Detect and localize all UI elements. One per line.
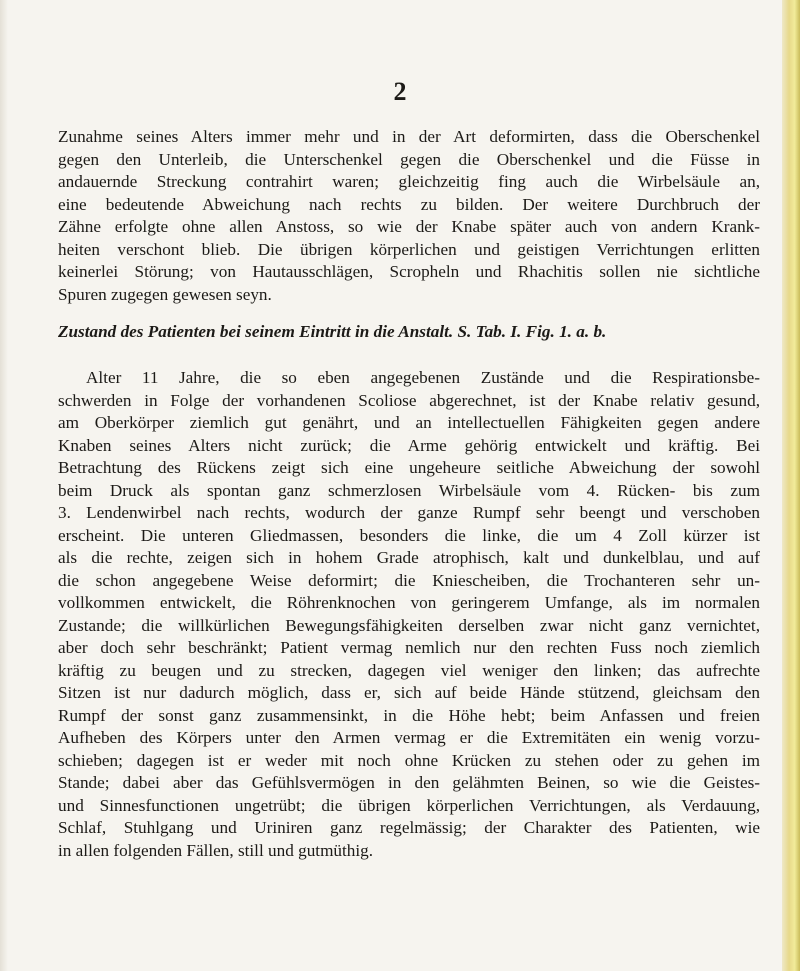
page-number: 2 — [393, 77, 407, 106]
text-line: Rumpf der sonst ganz zusammensinkt, in die Höhe hebt; beim Anfassen und freien — [58, 705, 760, 725]
paragraph-1 — [58, 126, 760, 306]
text-line: keinerlei Störung; von Hautausschlägen, Scropheln und Rhachitis sollen nie sichtliche — [58, 262, 760, 281]
paragraph-2 — [58, 367, 760, 862]
text-line: schwerden in Folge der vorhandenen Scoliose abgerechnet, ist der Knabe relativ gesund, — [58, 390, 760, 410]
section-heading: Zustand des Patienten bei seinem Eintritt in die Anstalt. S. Tab. I. Fig. 1. a. b. — [58, 322, 607, 341]
text-line: erscheint. Die unteren Gliedmassen, besonders die linke, die um 4 Zoll kürzer ist — [58, 525, 760, 545]
text-line: kräftig zu beugen und zu strecken, dagegen viel weniger den linken; das aufrechte — [58, 660, 760, 680]
text-line: Zunahme seines Alters immer mehr und in der Art deformirten, dass die Oberschenkel — [58, 127, 760, 146]
text-line: in allen folgenden Fällen, still und gutmüthig. — [58, 840, 374, 860]
text-line: schieben; dagegen ist er weder mit noch ohne Krücken zu stehen oder zu gehen im — [58, 750, 760, 770]
text-line: 3. Lendenwirbel nach rechts, wodurch der ganze Rumpf sehr beengt und verschoben — [58, 503, 760, 522]
text-line: am Oberkörper ziemlich gut genährt, und an intellectuellen Fähigkeiten gegen andere — [58, 413, 760, 432]
text-line: als die rechte, zeigen sich in hohem Grade atrophisch, kalt und dunkelblau, und auf — [58, 548, 760, 567]
text-line: Spuren zugegen gewesen seyn. — [58, 284, 272, 304]
text-line: Zustande; die willkürlichen Bewegungsfähigkeiten derselben zwar nicht ganz vernichtet, — [58, 615, 760, 635]
text-line: Stande; dabei aber das Gefühlsvermögen in den gelähmten Beinen, so wie die Geistes- — [58, 773, 760, 792]
text-line: Aufheben des Körpers unter den Armen vermag er die Extremitäten ein wenig vorzu- — [58, 728, 760, 747]
text-line: aber doch sehr beschränkt; Patient vermag nemlich nur den rechten Fuss noch ziemlich — [58, 638, 760, 657]
text-line: andauernde Streckung contrahirt waren; gleichzeitig fing auch die Wirbelsäule an, — [58, 172, 760, 191]
text-line: gegen den Unterleib, die Unterschenkel gegen die Oberschenkel und die Füsse in — [58, 149, 760, 169]
text-line: Alter 11 Jahre, die so eben angegebenen Zustände und die Respirationsbe- — [86, 368, 760, 387]
text-line: Sitzen ist nur dadurch möglich, dass er, sich auf beide Hände stützend, gleichsam den — [58, 683, 760, 702]
page-gutter-shadow — [0, 0, 8, 971]
text-line: beim Druck als spontan ganz schmerzlosen Wirbelsäule vom 4. Rücken- bis zum — [58, 480, 760, 500]
text-line: Zähne erfolgte ohne allen Anstoss, so wie der Knabe später auch von andern Krank- — [58, 217, 760, 236]
text-line: Schlaf, Stuhlgang und Uriniren ganz regelmässig; der Charakter des Patienten, wie — [58, 818, 760, 837]
page-edge — [782, 0, 800, 971]
text-line: die schon angegebene Weise deformirt; die Kniescheiben, die Trochanteren sehr un- — [58, 570, 760, 590]
text-line: Knaben seines Alters nicht zurück; die Arme gehörig entwickelt und kräftig. Bei — [58, 435, 760, 455]
text-line: vollkommen entwickelt, die Röhrenknochen von geringerem Umfange, als im normalen — [58, 593, 760, 612]
text-line: Betrachtung des Rückens zeigt sich eine ungeheure seitliche Abweichung der sowohl — [58, 458, 760, 477]
text-line: und Sinnesfunctionen ungetrübt; die übrigen körperlichen Verrichtungen, als Verdauung, — [58, 795, 760, 815]
text-line: heiten verschont blieb. Die übrigen körperlichen und geistigen Verrichtungen erlitten — [58, 239, 760, 259]
text-line: eine bedeutende Abweichung nach rechts zu bilden. Der weitere Durchbruch der — [58, 194, 760, 214]
